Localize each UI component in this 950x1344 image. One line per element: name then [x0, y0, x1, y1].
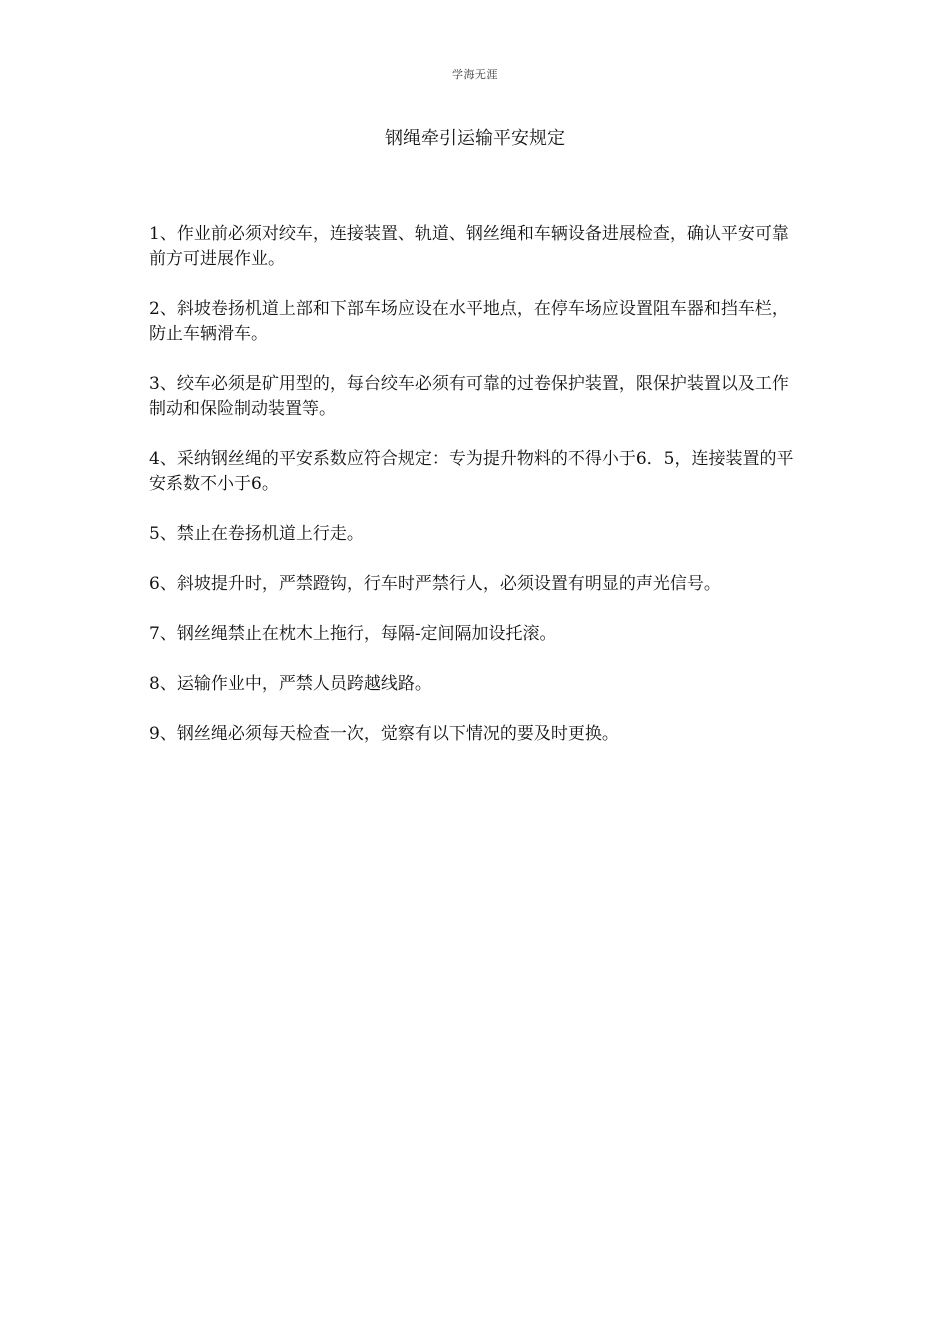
rule-item-8: 8、运输作业中，严禁人员跨越线路。 — [149, 674, 432, 694]
rule-item-4: 4、采纳钢丝绳的平安系数应符合规定：专为提升物料的不得小于6．5，连接装置的平安系数不小于6。 — [149, 449, 794, 494]
rule-item-5: 5、禁止在卷扬机道上行走。 — [149, 524, 364, 544]
page-header: 学海无涯 — [452, 68, 498, 81]
document-title: 钢绳牵引运输平安规定 — [385, 128, 565, 149]
rules-list — [149, 222, 801, 772]
rule-item-1: 1、作业前必须对绞车，连接装置、轨道、钢丝绳和车辆设备进展检查，确认平安可靠前方可进展作业。 — [149, 224, 789, 269]
rule-item-7: 7、钢丝绳禁止在枕木上拖行，每隔-定间隔加设托滚。 — [149, 624, 557, 644]
rule-item-6: 6、斜坡提升时，严禁蹬钩，行车时严禁行人，必须设置有明显的声光信号。 — [149, 574, 721, 594]
rule-item-9: 9、钢丝绳必须每天检查一次，觉察有以下情况的要及时更换。 — [149, 724, 619, 744]
rule-item-3: 3、绞车必须是矿用型的，每台绞车必须有可靠的过卷保护装置，限保护装置以及工作制动和保险制动装置等。 — [149, 374, 789, 419]
rule-item-2: 2、斜坡卷扬机道上部和下部车场应设在水平地点，在停车场应设置阻车器和挡车栏，防止车辆滑车。 — [149, 299, 789, 344]
